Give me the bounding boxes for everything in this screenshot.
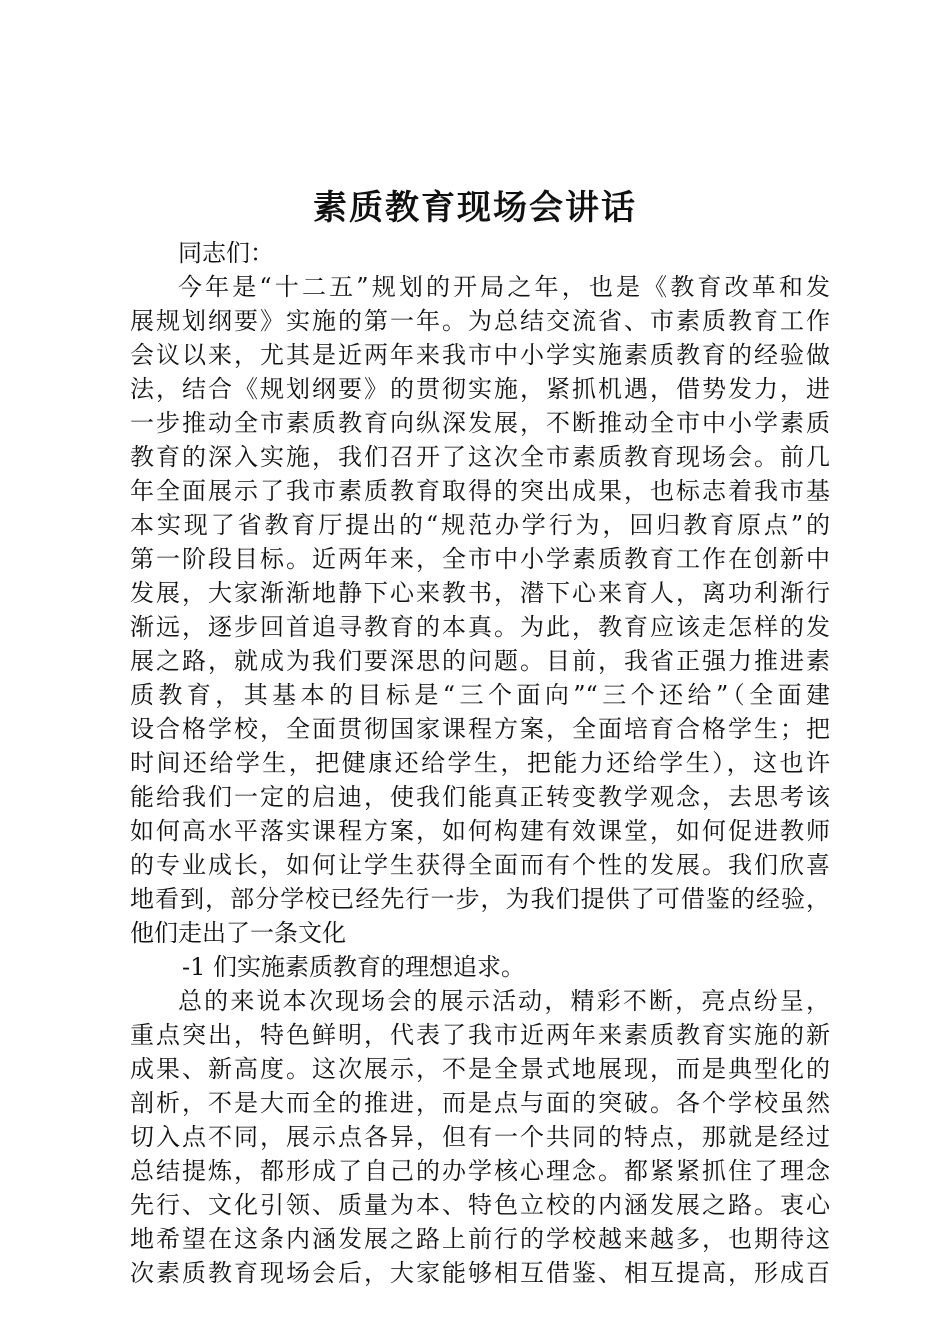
paragraph-line: 发展，大家渐渐地静下心来教书，潜下心来育人，离功利渐行: [130, 579, 830, 607]
paragraph-line: 的专业成长，如何让学生获得全面而有个性的发展。我们欣喜: [130, 851, 830, 879]
paragraph-line: 本实现了省教育厅提出的“规范办学行为，回归教育原点”的: [130, 511, 830, 539]
document-body: [130, 236, 830, 1290]
paragraph-line: 先行、文化引领、质量为本、特色立校的内涵发展之路。衷心: [130, 1191, 830, 1219]
paragraph-line: 时间还给学生，把健康还给学生，把能力还给学生），这也许: [130, 749, 830, 777]
paragraph-line: 次素质教育现场会后，大家能够相互借鉴、相互提高，形成百: [130, 1259, 830, 1287]
paragraph-line: 展规划纲要》实施的第一年。为总结交流省、市素质教育工作: [130, 307, 830, 335]
paragraph-line: 成果、新高度。这次展示，不是全景式地展现，而是典型化的: [130, 1055, 830, 1083]
salutation-line: 同志们：: [178, 239, 274, 267]
paragraph-line: 总结提炼，都形成了自己的办学核心理念。都紧紧抓住了理念: [130, 1157, 830, 1185]
paragraph-line: 重点突出，特色鲜明，代表了我市近两年来素质教育实施的新: [130, 1021, 830, 1049]
paragraph-line: 地希望在这条内涵发展之路上前行的学校越来越多，也期待这: [130, 1225, 830, 1253]
paragraph-line: 第一阶段目标。近两年来，全市中小学素质教育工作在创新中: [130, 545, 830, 573]
paragraph-line: 今年是“十二五”规划的开局之年，也是《教育改革和发: [178, 273, 830, 301]
paragraph-line: 年全面展示了我市素质教育取得的突出成果，也标志着我市基: [130, 477, 830, 505]
paragraph-line: 总的来说本次现场会的展示活动，精彩不断，亮点纷呈，: [178, 987, 830, 1015]
paragraph-line: 他们走出了一条文化: [130, 919, 346, 947]
paragraph-line: 质教育，其基本的目标是“三个面向”“三个还给”（全面建: [130, 681, 830, 709]
paragraph-line: 地看到，部分学校已经先行一步，为我们提供了可借鉴的经验，: [130, 885, 830, 913]
paragraph-line: 展之路，就成为我们要深思的问题。目前，我省正强力推进素: [130, 647, 830, 675]
paragraph-line: 法，结合《规划纲要》的贯彻实施，紧抓机遇，借势发力，进: [130, 375, 830, 403]
paragraph-line: 设合格学校，全面贯彻国家课程方案，全面培育合格学生；把: [130, 715, 830, 743]
paragraph-line: 能给我们一定的启迪，使我们能真正转变教学观念，去思考该: [130, 783, 830, 811]
paragraph-line: 如何高水平落实课程方案，如何构建有效课堂，如何促进教师: [130, 817, 830, 845]
paragraph-line: 渐远，逐步回首追寻教育的本真。为此，教育应该走怎样的发: [130, 613, 830, 641]
paragraph-line: 切入点不同，展示点各异，但有一个共同的特点，那就是经过: [130, 1123, 830, 1151]
paragraph-line: 剖析，不是大而全的推进，而是点与面的突破。各个学校虽然: [130, 1089, 830, 1117]
paragraph-line: 一步推动全市素质教育向纵深发展，不断推动全市中小学素质: [130, 409, 830, 437]
paragraph-line: -1 们实施素质教育的理想追求。: [182, 953, 526, 981]
paragraph-line: 会议以来，尤其是近两年来我市中小学实施素质教育的经验做: [130, 341, 830, 369]
paragraph-line: 教育的深入实施，我们召开了这次全市素质教育现场会。前几: [130, 443, 830, 471]
document-title: 素质教育现场会讲话: [313, 188, 637, 228]
